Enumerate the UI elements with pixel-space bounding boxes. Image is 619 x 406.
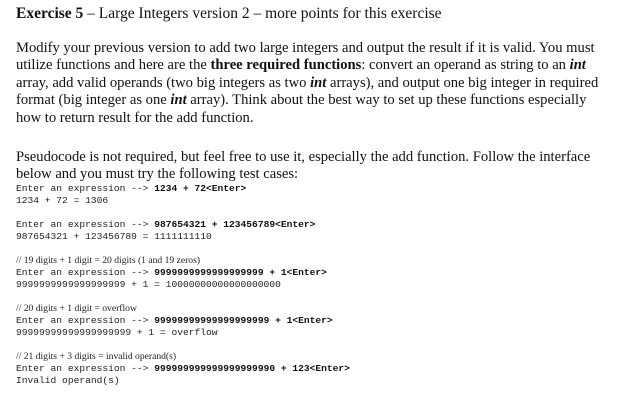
prompt-text: Enter an expression --> xyxy=(16,315,155,326)
test-case-5-input-line xyxy=(16,363,350,375)
test-case-5-output: Invalid operand(s) xyxy=(16,375,120,386)
test-case-1-input-line xyxy=(16,183,246,195)
instructions-paragraph xyxy=(16,40,608,127)
exercise-label: Exercise 5 xyxy=(16,5,84,22)
user-input: 999999999999999999990 + 123<Enter> xyxy=(154,363,350,374)
test-case-4-comment: // 20 digits + 1 digit = overflow xyxy=(16,303,137,314)
user-input: 1234 + 72<Enter> xyxy=(154,183,247,194)
int-keyword: int xyxy=(170,92,187,109)
prompt-text: Enter an expression --> xyxy=(16,183,155,194)
prompt-text: Enter an expression --> xyxy=(16,267,155,278)
user-input: 99999999999999999999 + 1<Enter> xyxy=(154,315,333,326)
exercise-subtitle: – Large Integers version 2 – more points for this exercise xyxy=(83,5,442,22)
test-case-1-output: 1234 + 72 = 1306 xyxy=(16,195,109,206)
prompt-text: Enter an expression --> xyxy=(16,219,155,230)
para-text: arrays), and output one big integer in required format (big integer as one xyxy=(16,74,599,109)
para-text: array, add valid operands (two big integers as two xyxy=(16,74,311,91)
test-case-5-comment: // 21 digits + 3 digits = invalid operand(s) xyxy=(16,351,177,362)
required-functions-emphasis: three required functions xyxy=(210,57,362,74)
user-input: 987654321 + 123456789<Enter> xyxy=(154,219,316,230)
para-text: array). Think about the best way to set up these functions especially how to return result for the add function. xyxy=(16,92,587,126)
para-text: Modify your previous version to add two large integers and output the result if it is valid. You must utilize functions and here are the xyxy=(16,40,595,74)
int-keyword: int xyxy=(310,74,327,91)
test-case-3-comment: // 19 digits + 1 digit = 20 digits (1 and 19 zeros) xyxy=(16,255,201,266)
test-case-4-input-line xyxy=(16,315,333,327)
test-case-4-output: 99999999999999999999 + 1 = overflow xyxy=(16,327,218,338)
prompt-text: Enter an expression --> xyxy=(16,363,155,374)
user-input: 9999999999999999999 + 1<Enter> xyxy=(154,267,327,278)
para-text: : convert an operand as string to an xyxy=(361,57,570,74)
int-keyword: int xyxy=(569,57,586,74)
test-case-2-output: 987654321 + 123456789 = 1111111110 xyxy=(16,231,212,242)
test-case-3-input-line xyxy=(16,267,327,279)
pseudocode-paragraph: Pseudocode is not required, but feel free to use it, especially the add function. Follow the interface below and you must try the following test cases: xyxy=(16,149,591,183)
test-case-3-output: 9999999999999999999 + 1 = 10000000000000000000 xyxy=(16,279,281,290)
test-case-2-input-line xyxy=(16,219,315,231)
exercise-title xyxy=(16,5,442,23)
